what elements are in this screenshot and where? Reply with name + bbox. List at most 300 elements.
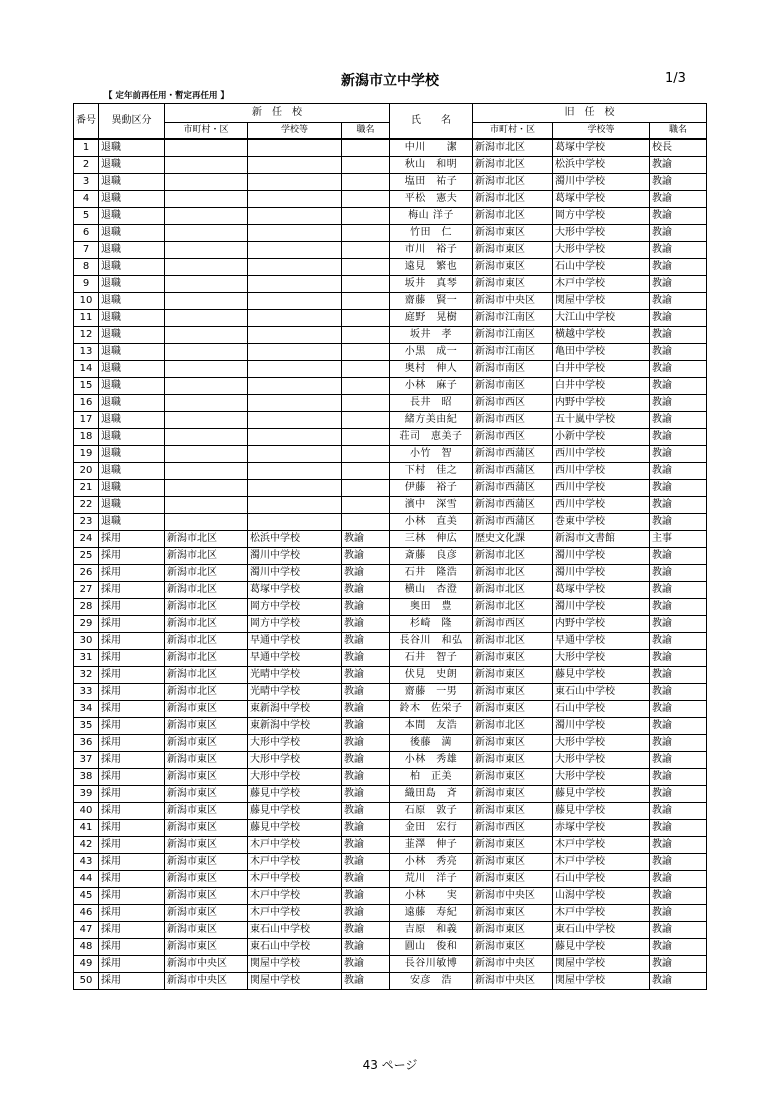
table-row bbox=[74, 565, 707, 582]
cell-name: 小林 実 bbox=[390, 888, 473, 905]
cell-old-position: 教諭 bbox=[650, 191, 707, 208]
header-new-school-name: 学校等 bbox=[248, 123, 342, 140]
cell-old-school: 内野中学校 bbox=[553, 395, 650, 412]
cell-new-city bbox=[165, 139, 248, 157]
cell-old-city: 新潟市西区 bbox=[473, 412, 553, 429]
cell-no: 43 bbox=[74, 854, 99, 871]
cell-new-city bbox=[165, 497, 248, 514]
cell-type: 採用 bbox=[99, 667, 165, 684]
cell-new-school bbox=[248, 225, 342, 242]
cell-new-position bbox=[342, 276, 390, 293]
cell-new-city: 新潟市東区 bbox=[165, 820, 248, 837]
cell-no: 49 bbox=[74, 956, 99, 973]
cell-old-school: 巻東中学校 bbox=[553, 514, 650, 531]
cell-new-school: 大形中学校 bbox=[248, 769, 342, 786]
cell-name: 圓山 俊和 bbox=[390, 939, 473, 956]
cell-type: 退職 bbox=[99, 310, 165, 327]
cell-name: 小林 直美 bbox=[390, 514, 473, 531]
cell-name: 横山 杏澄 bbox=[390, 582, 473, 599]
cell-new-school bbox=[248, 327, 342, 344]
cell-type: 採用 bbox=[99, 565, 165, 582]
cell-no: 1 bbox=[74, 139, 99, 157]
cell-old-school: 藤見中学校 bbox=[553, 939, 650, 956]
cell-name: 奥村 伸人 bbox=[390, 361, 473, 378]
cell-old-school: 大形中学校 bbox=[553, 752, 650, 769]
cell-type: 退職 bbox=[99, 327, 165, 344]
cell-old-city: 新潟市東区 bbox=[473, 786, 553, 803]
cell-no: 20 bbox=[74, 463, 99, 480]
cell-type: 退職 bbox=[99, 378, 165, 395]
cell-new-position bbox=[342, 429, 390, 446]
cell-new-school: 光晴中学校 bbox=[248, 667, 342, 684]
cell-old-school: 大形中学校 bbox=[553, 769, 650, 786]
cell-new-position bbox=[342, 259, 390, 276]
cell-old-city: 新潟市東区 bbox=[473, 259, 553, 276]
cell-name: 後藤 満 bbox=[390, 735, 473, 752]
cell-name: 柏 正美 bbox=[390, 769, 473, 786]
cell-no: 17 bbox=[74, 412, 99, 429]
cell-new-city: 新潟市北区 bbox=[165, 684, 248, 701]
cell-old-school: 藤見中学校 bbox=[553, 786, 650, 803]
cell-old-position: 教諭 bbox=[650, 565, 707, 582]
cell-new-position: 教諭 bbox=[342, 616, 390, 633]
cell-type: 退職 bbox=[99, 446, 165, 463]
cell-old-school: 岡方中学校 bbox=[553, 208, 650, 225]
cell-new-school: 木戸中学校 bbox=[248, 854, 342, 871]
cell-no: 28 bbox=[74, 599, 99, 616]
cell-old-city: 新潟市北区 bbox=[473, 208, 553, 225]
cell-old-city: 新潟市西区 bbox=[473, 820, 553, 837]
table-row bbox=[74, 854, 707, 871]
cell-new-city bbox=[165, 310, 248, 327]
cell-new-school: 東石山中学校 bbox=[248, 922, 342, 939]
cell-type: 退職 bbox=[99, 497, 165, 514]
cell-no: 22 bbox=[74, 497, 99, 514]
cell-old-city: 新潟市北区 bbox=[473, 174, 553, 191]
cell-new-city: 新潟市東区 bbox=[165, 888, 248, 905]
cell-no: 21 bbox=[74, 480, 99, 497]
cell-new-school bbox=[248, 208, 342, 225]
cell-name: 塩田 祐子 bbox=[390, 174, 473, 191]
header-old-position: 職名 bbox=[650, 123, 707, 140]
table-row bbox=[74, 242, 707, 259]
cell-new-school bbox=[248, 310, 342, 327]
cell-old-city: 歴史文化課 bbox=[473, 531, 553, 548]
cell-new-city bbox=[165, 242, 248, 259]
subtitle: 【 定年前再任用・暫定再任用 】 bbox=[104, 91, 229, 101]
table-row bbox=[74, 752, 707, 769]
table-row bbox=[74, 293, 707, 310]
cell-old-city: 新潟市東区 bbox=[473, 225, 553, 242]
cell-name: 緒方美由紀 bbox=[390, 412, 473, 429]
cell-old-school: 石山中学校 bbox=[553, 871, 650, 888]
cell-new-school: 大形中学校 bbox=[248, 735, 342, 752]
cell-new-city bbox=[165, 174, 248, 191]
cell-new-position bbox=[342, 191, 390, 208]
cell-old-city: 新潟市西区 bbox=[473, 429, 553, 446]
cell-old-city: 新潟市北区 bbox=[473, 139, 553, 157]
cell-new-city: 新潟市北区 bbox=[165, 667, 248, 684]
cell-no: 6 bbox=[74, 225, 99, 242]
cell-type: 採用 bbox=[99, 616, 165, 633]
cell-old-city: 新潟市東区 bbox=[473, 667, 553, 684]
cell-no: 27 bbox=[74, 582, 99, 599]
table-row bbox=[74, 361, 707, 378]
cell-new-position bbox=[342, 412, 390, 429]
cell-no: 29 bbox=[74, 616, 99, 633]
cell-no: 2 bbox=[74, 157, 99, 174]
cell-new-city: 新潟市東区 bbox=[165, 905, 248, 922]
cell-old-position: 教諭 bbox=[650, 684, 707, 701]
cell-new-city: 新潟市北区 bbox=[165, 548, 248, 565]
cell-new-city bbox=[165, 327, 248, 344]
cell-new-city bbox=[165, 480, 248, 497]
cell-new-city bbox=[165, 514, 248, 531]
cell-new-position: 教諭 bbox=[342, 718, 390, 735]
cell-new-city bbox=[165, 395, 248, 412]
table-row bbox=[74, 139, 707, 157]
cell-new-position: 教諭 bbox=[342, 820, 390, 837]
cell-no: 24 bbox=[74, 531, 99, 548]
cell-name: 下村 佳之 bbox=[390, 463, 473, 480]
cell-type: 採用 bbox=[99, 769, 165, 786]
cell-old-position: 教諭 bbox=[650, 395, 707, 412]
cell-type: 採用 bbox=[99, 650, 165, 667]
cell-type: 採用 bbox=[99, 633, 165, 650]
header-new-school: 新 任 校 bbox=[165, 104, 390, 123]
cell-new-position: 教諭 bbox=[342, 633, 390, 650]
cell-no: 41 bbox=[74, 820, 99, 837]
cell-old-position: 教諭 bbox=[650, 276, 707, 293]
header-new-position: 職名 bbox=[342, 123, 390, 140]
cell-old-school: 葛塚中学校 bbox=[553, 139, 650, 157]
table-row bbox=[74, 769, 707, 786]
cell-name: 秋山 和明 bbox=[390, 157, 473, 174]
cell-type: 採用 bbox=[99, 803, 165, 820]
table-row bbox=[74, 616, 707, 633]
cell-name: 庭野 晃樹 bbox=[390, 310, 473, 327]
cell-name: 伏見 史朗 bbox=[390, 667, 473, 684]
cell-new-position: 教諭 bbox=[342, 922, 390, 939]
cell-old-school: 関屋中学校 bbox=[553, 956, 650, 973]
cell-name: 遠藤 寿紀 bbox=[390, 905, 473, 922]
table-row bbox=[74, 463, 707, 480]
cell-new-school bbox=[248, 157, 342, 174]
cell-new-position: 教諭 bbox=[342, 582, 390, 599]
cell-old-school: 山潟中学校 bbox=[553, 888, 650, 905]
cell-name: 韮澤 伸子 bbox=[390, 837, 473, 854]
cell-old-city: 新潟市西区 bbox=[473, 395, 553, 412]
cell-new-city: 新潟市東区 bbox=[165, 837, 248, 854]
cell-new-city: 新潟市東区 bbox=[165, 803, 248, 820]
cell-old-city: 新潟市西蒲区 bbox=[473, 497, 553, 514]
cell-new-city: 新潟市東区 bbox=[165, 871, 248, 888]
cell-type: 採用 bbox=[99, 854, 165, 871]
cell-new-position: 教諭 bbox=[342, 803, 390, 820]
table-row bbox=[74, 412, 707, 429]
cell-old-school: 石山中学校 bbox=[553, 259, 650, 276]
cell-new-city bbox=[165, 463, 248, 480]
table-row bbox=[74, 684, 707, 701]
cell-name: 竹田 仁 bbox=[390, 225, 473, 242]
cell-old-city: 新潟市西蒲区 bbox=[473, 446, 553, 463]
header-old-school: 旧 任 校 bbox=[473, 104, 707, 123]
cell-old-position: 主事 bbox=[650, 531, 707, 548]
cell-old-city: 新潟市北区 bbox=[473, 548, 553, 565]
cell-new-school bbox=[248, 429, 342, 446]
cell-old-position: 教諭 bbox=[650, 599, 707, 616]
cell-new-position: 教諭 bbox=[342, 684, 390, 701]
cell-no: 35 bbox=[74, 718, 99, 735]
cell-old-position: 教諭 bbox=[650, 497, 707, 514]
cell-old-school: 大形中学校 bbox=[553, 650, 650, 667]
cell-new-city: 新潟市北区 bbox=[165, 650, 248, 667]
cell-type: 退職 bbox=[99, 361, 165, 378]
cell-new-school: 葛塚中学校 bbox=[248, 582, 342, 599]
cell-old-city: 新潟市南区 bbox=[473, 361, 553, 378]
cell-old-position: 教諭 bbox=[650, 871, 707, 888]
cell-new-city: 新潟市東区 bbox=[165, 735, 248, 752]
cell-type: 採用 bbox=[99, 531, 165, 548]
table-row bbox=[74, 939, 707, 956]
cell-old-position: 教諭 bbox=[650, 956, 707, 973]
table-row bbox=[74, 310, 707, 327]
cell-old-position: 教諭 bbox=[650, 786, 707, 803]
cell-name: 本間 友浩 bbox=[390, 718, 473, 735]
cell-type: 退職 bbox=[99, 157, 165, 174]
table-row bbox=[74, 922, 707, 939]
cell-new-city: 新潟市東区 bbox=[165, 769, 248, 786]
cell-old-city: 新潟市江南区 bbox=[473, 327, 553, 344]
table-row bbox=[74, 650, 707, 667]
cell-new-school bbox=[248, 139, 342, 157]
cell-type: 採用 bbox=[99, 548, 165, 565]
cell-type: 採用 bbox=[99, 735, 165, 752]
cell-new-city: 新潟市北区 bbox=[165, 616, 248, 633]
table-row bbox=[74, 871, 707, 888]
cell-new-school bbox=[248, 378, 342, 395]
cell-type: 採用 bbox=[99, 939, 165, 956]
cell-new-city bbox=[165, 412, 248, 429]
cell-name: 小林 秀亮 bbox=[390, 854, 473, 871]
cell-type: 採用 bbox=[99, 752, 165, 769]
cell-new-position bbox=[342, 463, 390, 480]
cell-old-school: 西川中学校 bbox=[553, 463, 650, 480]
personnel-table bbox=[73, 103, 707, 990]
cell-new-city: 新潟市北区 bbox=[165, 599, 248, 616]
cell-new-city bbox=[165, 293, 248, 310]
table-row bbox=[74, 548, 707, 565]
cell-type: 退職 bbox=[99, 139, 165, 157]
cell-new-school bbox=[248, 395, 342, 412]
cell-no: 45 bbox=[74, 888, 99, 905]
cell-no: 46 bbox=[74, 905, 99, 922]
cell-type: 採用 bbox=[99, 718, 165, 735]
cell-type: 採用 bbox=[99, 820, 165, 837]
table-row bbox=[74, 259, 707, 276]
cell-new-school: 木戸中学校 bbox=[248, 837, 342, 854]
cell-name: 杉崎 隆 bbox=[390, 616, 473, 633]
cell-old-position: 教諭 bbox=[650, 548, 707, 565]
table-row bbox=[74, 599, 707, 616]
cell-new-position: 教諭 bbox=[342, 735, 390, 752]
cell-name: 小黒 成一 bbox=[390, 344, 473, 361]
cell-old-position: 教諭 bbox=[650, 650, 707, 667]
cell-no: 32 bbox=[74, 667, 99, 684]
cell-no: 50 bbox=[74, 973, 99, 990]
cell-type: 採用 bbox=[99, 922, 165, 939]
cell-new-school: 東新潟中学校 bbox=[248, 701, 342, 718]
cell-no: 7 bbox=[74, 242, 99, 259]
cell-new-school: 濁川中学校 bbox=[248, 548, 342, 565]
cell-name: 安彦 浩 bbox=[390, 973, 473, 990]
cell-type: 退職 bbox=[99, 463, 165, 480]
cell-no: 37 bbox=[74, 752, 99, 769]
cell-old-city: 新潟市東区 bbox=[473, 854, 553, 871]
header-old-city: 市町村・区 bbox=[473, 123, 553, 140]
cell-old-position: 教諭 bbox=[650, 242, 707, 259]
table-row bbox=[74, 446, 707, 463]
cell-old-position: 教諭 bbox=[650, 582, 707, 599]
cell-name: 石井 隆浩 bbox=[390, 565, 473, 582]
cell-new-position bbox=[342, 514, 390, 531]
cell-new-city: 新潟市北区 bbox=[165, 565, 248, 582]
table-body bbox=[74, 139, 707, 990]
header-old-school-name: 学校等 bbox=[553, 123, 650, 140]
cell-no: 26 bbox=[74, 565, 99, 582]
cell-new-city: 新潟市北区 bbox=[165, 633, 248, 650]
cell-old-school: 早通中学校 bbox=[553, 633, 650, 650]
cell-name: 市川 裕子 bbox=[390, 242, 473, 259]
cell-old-school: 大形中学校 bbox=[553, 242, 650, 259]
cell-name: 遠見 繁也 bbox=[390, 259, 473, 276]
table-row bbox=[74, 514, 707, 531]
cell-new-position: 教諭 bbox=[342, 650, 390, 667]
cell-name: 吉原 和義 bbox=[390, 922, 473, 939]
page-footer: 43 ページ bbox=[362, 1058, 418, 1072]
cell-new-school: 関屋中学校 bbox=[248, 973, 342, 990]
cell-no: 11 bbox=[74, 310, 99, 327]
cell-new-school: 東新潟中学校 bbox=[248, 718, 342, 735]
cell-no: 9 bbox=[74, 276, 99, 293]
cell-old-school: 白井中学校 bbox=[553, 361, 650, 378]
cell-no: 40 bbox=[74, 803, 99, 820]
table-row bbox=[74, 786, 707, 803]
cell-old-position: 教諭 bbox=[650, 667, 707, 684]
cell-name: 長谷川敏博 bbox=[390, 956, 473, 973]
cell-old-school: 大形中学校 bbox=[553, 225, 650, 242]
cell-new-position: 教諭 bbox=[342, 752, 390, 769]
cell-old-city: 新潟市北区 bbox=[473, 582, 553, 599]
cell-old-school: 関屋中学校 bbox=[553, 973, 650, 990]
cell-old-position: 教諭 bbox=[650, 480, 707, 497]
table-row bbox=[74, 531, 707, 548]
cell-old-position: 教諭 bbox=[650, 463, 707, 480]
cell-new-school: 早通中学校 bbox=[248, 633, 342, 650]
cell-old-city: 新潟市東区 bbox=[473, 276, 553, 293]
cell-new-position bbox=[342, 327, 390, 344]
cell-old-position: 教諭 bbox=[650, 803, 707, 820]
cell-new-school: 木戸中学校 bbox=[248, 905, 342, 922]
cell-new-city: 新潟市東区 bbox=[165, 922, 248, 939]
cell-old-position: 教諭 bbox=[650, 429, 707, 446]
cell-new-city bbox=[165, 276, 248, 293]
cell-old-school: 濁川中学校 bbox=[553, 565, 650, 582]
cell-new-school: 光晴中学校 bbox=[248, 684, 342, 701]
table-row bbox=[74, 735, 707, 752]
table-row bbox=[74, 633, 707, 650]
cell-new-school: 松浜中学校 bbox=[248, 531, 342, 548]
cell-old-school: 新潟市文書館 bbox=[553, 531, 650, 548]
cell-old-position: 教諭 bbox=[650, 735, 707, 752]
cell-old-position: 教諭 bbox=[650, 769, 707, 786]
cell-new-city: 新潟市北区 bbox=[165, 531, 248, 548]
table-row bbox=[74, 718, 707, 735]
cell-old-city: 新潟市東区 bbox=[473, 701, 553, 718]
cell-new-position bbox=[342, 446, 390, 463]
cell-new-city: 新潟市東区 bbox=[165, 701, 248, 718]
cell-old-school: 濁川中学校 bbox=[553, 599, 650, 616]
cell-new-school bbox=[248, 480, 342, 497]
cell-no: 48 bbox=[74, 939, 99, 956]
cell-new-position: 教諭 bbox=[342, 973, 390, 990]
cell-new-school bbox=[248, 446, 342, 463]
cell-old-school: 松浜中学校 bbox=[553, 157, 650, 174]
cell-old-position: 校長 bbox=[650, 139, 707, 157]
cell-old-city: 新潟市東区 bbox=[473, 939, 553, 956]
cell-type: 採用 bbox=[99, 701, 165, 718]
cell-old-school: 横越中学校 bbox=[553, 327, 650, 344]
cell-new-school: 木戸中学校 bbox=[248, 871, 342, 888]
cell-old-position: 教諭 bbox=[650, 854, 707, 871]
cell-name: 金田 宏行 bbox=[390, 820, 473, 837]
cell-new-position: 教諭 bbox=[342, 667, 390, 684]
cell-type: 退職 bbox=[99, 412, 165, 429]
cell-old-city: 新潟市東区 bbox=[473, 650, 553, 667]
cell-new-city bbox=[165, 191, 248, 208]
cell-new-school: 岡方中学校 bbox=[248, 616, 342, 633]
cell-old-position: 教諭 bbox=[650, 378, 707, 395]
header-no: 番号 bbox=[74, 104, 99, 140]
cell-old-city: 新潟市中央区 bbox=[473, 973, 553, 990]
cell-old-school: 亀田中学校 bbox=[553, 344, 650, 361]
cell-old-school: 藤見中学校 bbox=[553, 667, 650, 684]
cell-name: 伊藤 裕子 bbox=[390, 480, 473, 497]
cell-old-position: 教諭 bbox=[650, 922, 707, 939]
cell-name: 小林 麻子 bbox=[390, 378, 473, 395]
cell-old-school: 石山中学校 bbox=[553, 701, 650, 718]
cell-type: 採用 bbox=[99, 684, 165, 701]
cell-old-school: 木戸中学校 bbox=[553, 837, 650, 854]
cell-no: 10 bbox=[74, 293, 99, 310]
cell-old-school: 濁川中学校 bbox=[553, 548, 650, 565]
cell-type: 退職 bbox=[99, 276, 165, 293]
cell-type: 採用 bbox=[99, 905, 165, 922]
cell-new-position: 教諭 bbox=[342, 769, 390, 786]
table-row bbox=[74, 276, 707, 293]
cell-old-school: 西川中学校 bbox=[553, 446, 650, 463]
header-new-city: 市町村・区 bbox=[165, 123, 248, 140]
cell-old-position: 教諭 bbox=[650, 208, 707, 225]
cell-new-school: 東石山中学校 bbox=[248, 939, 342, 956]
cell-old-city: 新潟市東区 bbox=[473, 871, 553, 888]
cell-old-city: 新潟市南区 bbox=[473, 378, 553, 395]
cell-old-city: 新潟市西区 bbox=[473, 616, 553, 633]
table-row bbox=[74, 837, 707, 854]
cell-new-school: 濁川中学校 bbox=[248, 565, 342, 582]
table-row bbox=[74, 429, 707, 446]
cell-name: 小竹 智 bbox=[390, 446, 473, 463]
